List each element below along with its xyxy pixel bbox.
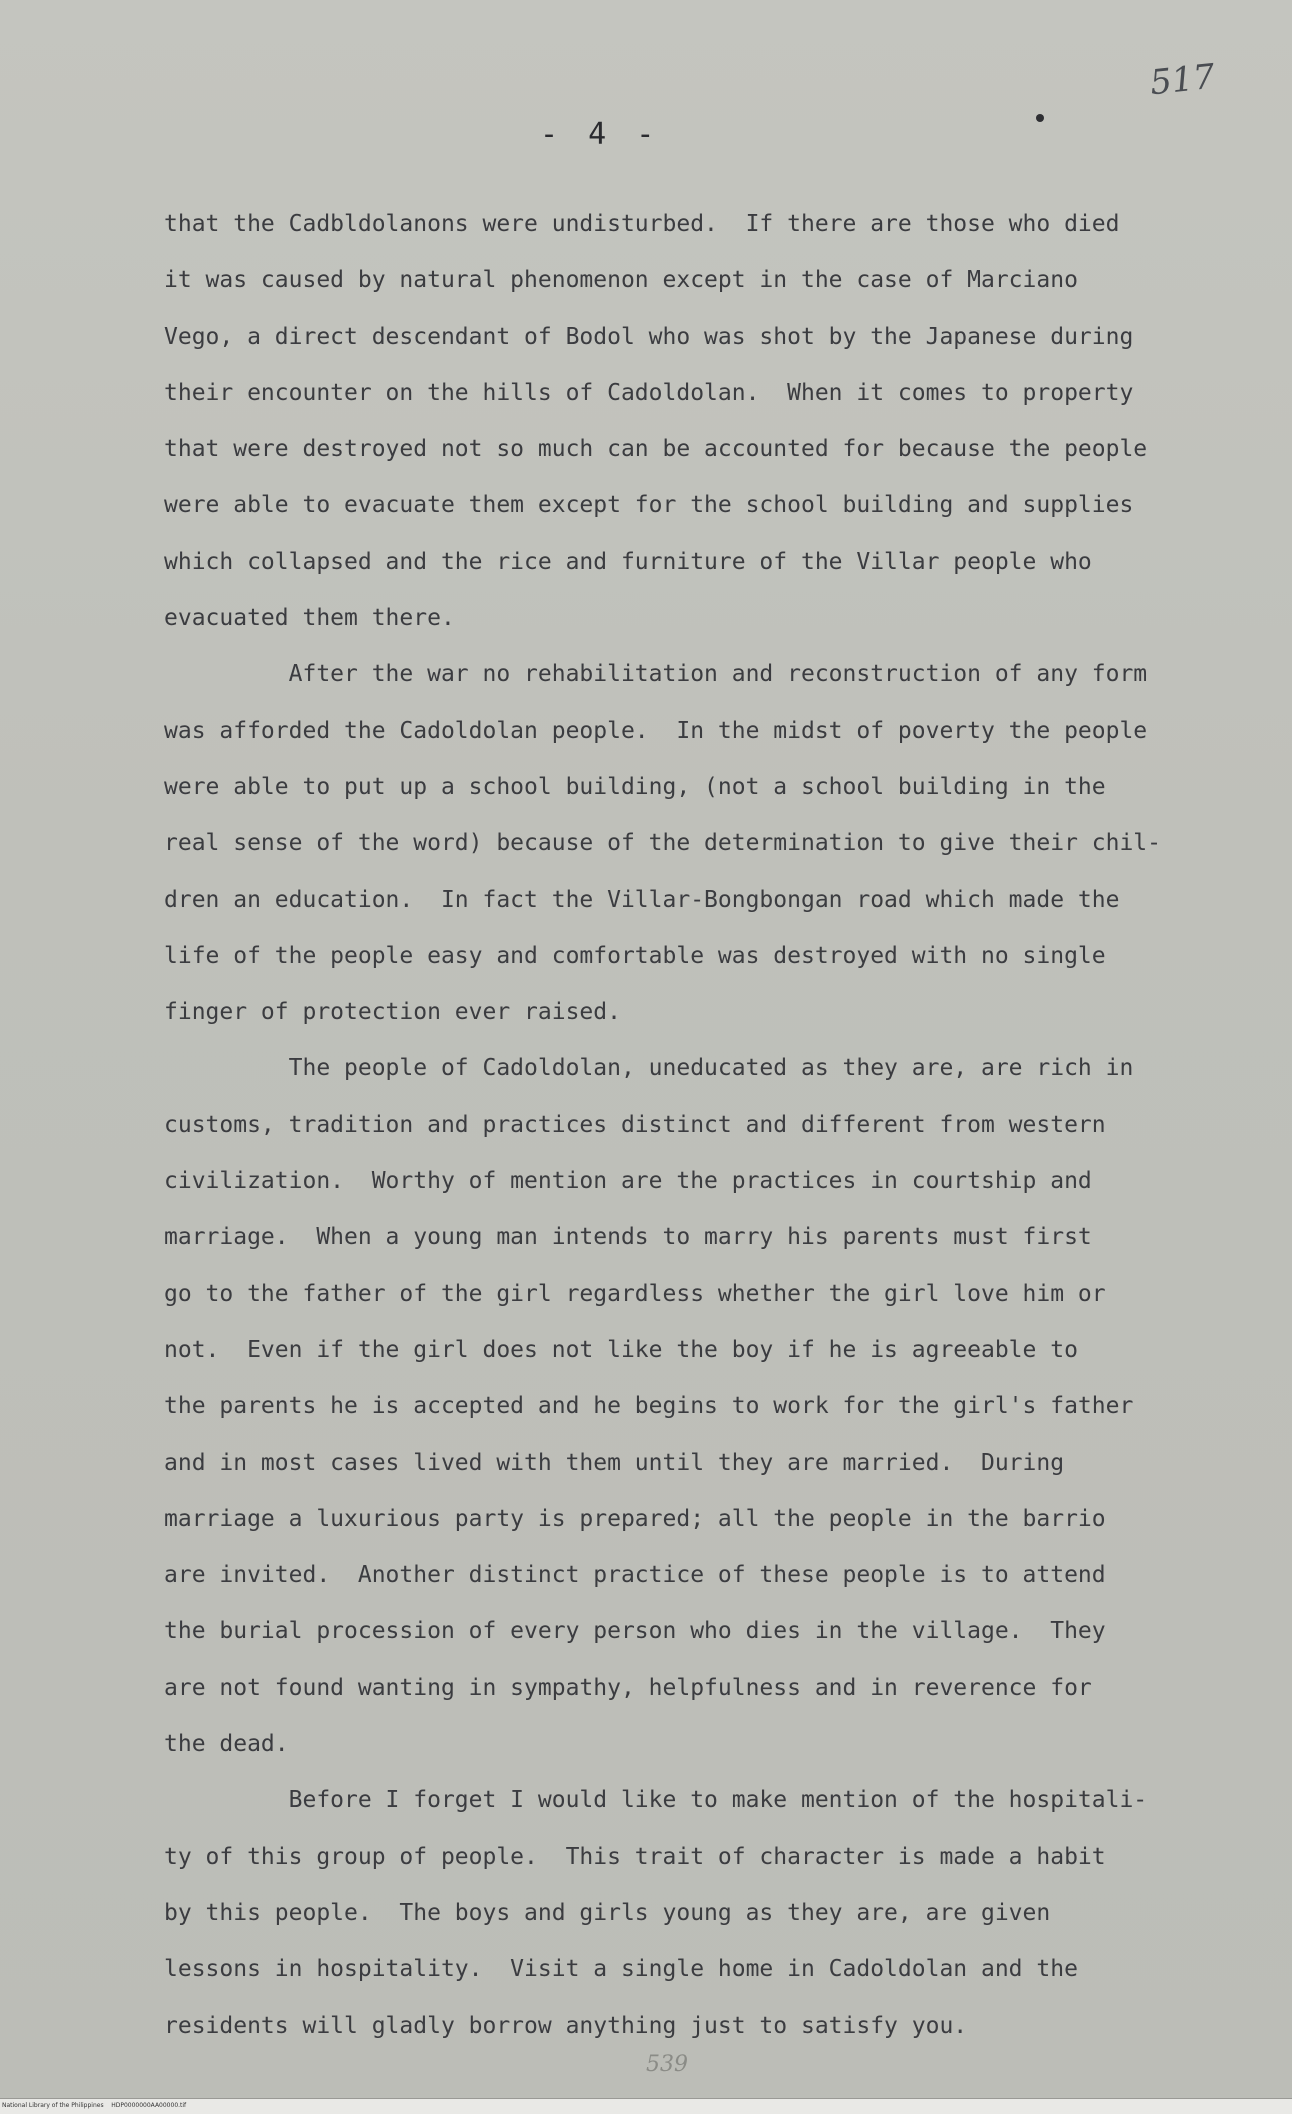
text-line: their encounter on the hills of Cadoldolan. When it comes to property	[164, 379, 1134, 406]
text-line: were able to put up a school building, (not a school building in the	[164, 773, 1106, 800]
text-line: ty of this group of people. This trait of character is made a habit	[164, 1843, 1106, 1870]
text-line: that the Cadbldolanons were undisturbed. If there are those who died	[164, 211, 1120, 237]
text-line: that were destroyed not so much can be accounted for because the people	[164, 436, 1148, 463]
text-line: lessons in hospitality. Visit a single home in Cadoldolan and the	[164, 1956, 1078, 1983]
scan-footer	[0, 2098, 1292, 2114]
text-line: Before I forget I would like to make mention of the hospitali-	[164, 1787, 1148, 1814]
page-number: - 4 -	[540, 117, 661, 152]
text-line: marriage. When a young man intends to marry his parents must first	[164, 1224, 1092, 1251]
body-text	[164, 196, 1174, 2054]
text-line: The people of Cadoldolan, uneducated as they are, are rich in	[164, 1055, 1134, 1082]
text-line: are not found wanting in sympathy, helpfulness and in reverence for	[164, 1674, 1092, 1701]
scan-footer-text: National Library of the Philippines HDP0000000AA00000.tif	[2, 2102, 187, 2109]
text-line: evacuated them there.	[164, 605, 455, 632]
text-line: which collapsed and the rice and furniture of the Villar people who	[164, 548, 1092, 575]
text-line: were able to evacuate them except for the school building and supplies	[164, 492, 1134, 519]
text-line: real sense of the word) because of the determination to give their chil-	[164, 830, 1161, 857]
text-line: customs, tradition and practices distinct and different from western	[164, 1111, 1106, 1138]
text-line: not. Even if the girl does not like the boy if he is agreeable to	[164, 1336, 1078, 1363]
text-line: was afforded the Cadoldolan people. In the midst of poverty the people	[164, 717, 1148, 744]
ink-dot	[1036, 114, 1044, 122]
text-line: Vego, a direct descendant of Bodol who was shot by the Japanese during	[164, 323, 1134, 350]
text-line: residents will gladly borrow anything just to satisfy you.	[164, 2012, 968, 2039]
text-line: After the war no rehabilitation and reconstruction of any form	[164, 661, 1148, 688]
text-line: finger of protection ever raised.	[164, 999, 621, 1026]
text-line: it was caused by natural phenomenon except in the case of Marciano	[164, 267, 1078, 294]
text-line: are invited. Another distinct practice of these people is to attend	[164, 1562, 1106, 1589]
text-line: dren an education. In fact the Villar-Bongbongan road which made the	[164, 886, 1120, 913]
text-line: marriage a luxurious party is prepared; all the people in the barrio	[164, 1505, 1106, 1532]
text-line: the parents he is accepted and he begins to work for the girl's father	[164, 1393, 1134, 1420]
text-line: and in most cases lived with them until they are married. During	[164, 1449, 1065, 1476]
text-line: the burial procession of every person who dies in the village. They	[164, 1618, 1106, 1645]
handwritten-bottom-mark: 539	[646, 2052, 688, 2077]
text-line: go to the father of the girl regardless whether the girl love him or	[164, 1280, 1106, 1307]
text-line: life of the people easy and comfortable was destroyed with no single	[164, 942, 1106, 969]
text-line: the dead.	[164, 1731, 289, 1758]
handwritten-page-number: 517	[1148, 56, 1217, 104]
text-line: by this people. The boys and girls young as they are, are given	[164, 1899, 1051, 1926]
text-line: civilization. Worthy of mention are the practices in courtship and	[164, 1168, 1092, 1195]
